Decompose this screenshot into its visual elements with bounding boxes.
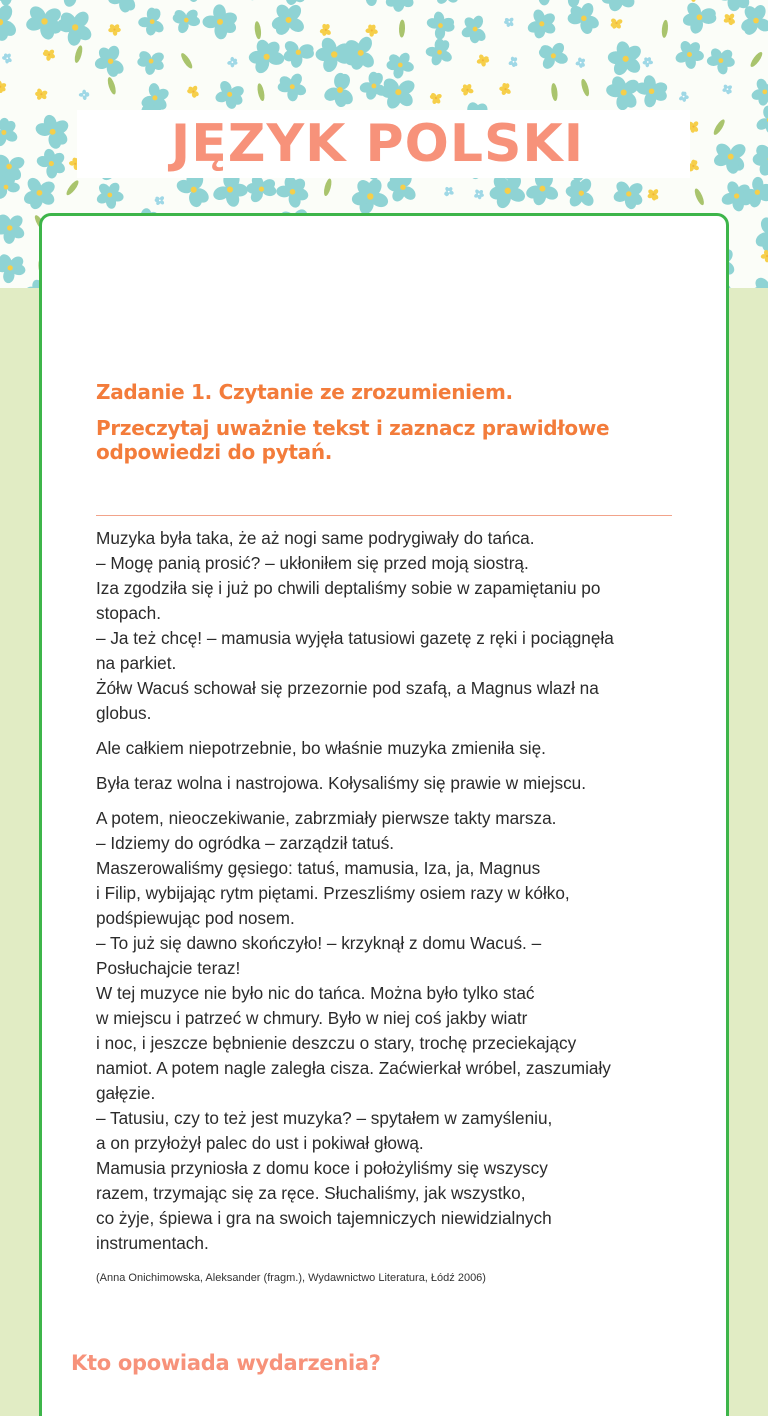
flower-decoration xyxy=(0,0,24,7)
page-title: JĘZYK POLSKI xyxy=(171,118,584,170)
story-line: – Idziemy do ogródka – zarządził tatuś. xyxy=(96,831,676,856)
title-banner xyxy=(77,110,690,178)
flower-decoration xyxy=(429,92,442,105)
story-line: Była teraz wolna i nastrojowa. Kołysaliśmy się prawie w miejscu. xyxy=(96,771,676,796)
story-line: w miejscu i patrzeć w chmury. Było w niej coś jakby wiatr xyxy=(96,1006,676,1031)
flower-decoration xyxy=(386,51,414,80)
flower-decoration xyxy=(172,7,201,35)
flower-decoration xyxy=(607,40,644,78)
flower-decoration xyxy=(42,49,55,62)
flower-decoration xyxy=(686,0,699,2)
flower-decoration xyxy=(214,79,245,110)
flower-decoration xyxy=(678,91,689,102)
story-line: – To już się dawno skończyło! – krzyknął z domu Wacuś. – xyxy=(96,931,676,956)
flower-decoration xyxy=(526,8,557,40)
flower-decoration xyxy=(2,53,13,64)
task-heading xyxy=(96,380,686,464)
story-line: a on przyłożył palec do ust i pokiwał głową. xyxy=(96,1131,676,1156)
leaf-decoration xyxy=(256,83,266,102)
story-line: i noc, i jeszcze bębnienie deszczu o stary, trochę przeciekający xyxy=(96,1031,676,1056)
flower-decoration xyxy=(642,56,653,67)
flower-decoration xyxy=(270,2,307,38)
flower-decoration xyxy=(248,38,285,76)
leaf-decoration xyxy=(254,21,262,40)
story-line: A potem, nieoczekiwanie, zabrzmiały pierwsze takty marsza. xyxy=(96,806,676,831)
flower-decoration xyxy=(282,38,315,68)
leaf-decoration xyxy=(322,178,332,197)
flower-decoration xyxy=(750,77,768,106)
flower-decoration xyxy=(56,9,94,47)
flower-decoration xyxy=(565,177,596,209)
flower-decoration xyxy=(203,4,239,40)
flower-decoration xyxy=(754,105,768,135)
story-paragraph xyxy=(96,771,676,796)
question-heading: Kto opowiada wydarzenia? xyxy=(71,1349,381,1377)
flower-decoration xyxy=(277,72,307,102)
flower-decoration xyxy=(461,83,474,96)
story-paragraph xyxy=(96,806,676,1256)
flower-decoration xyxy=(426,11,456,40)
story-text xyxy=(96,526,676,1291)
flower-decoration xyxy=(528,0,561,5)
story-paragraph xyxy=(96,526,676,726)
leaf-decoration xyxy=(693,187,706,206)
flower-decoration xyxy=(723,13,736,26)
flower-decoration xyxy=(612,179,645,210)
task-heading-line-3: odpowiedzi do pytań. xyxy=(96,440,686,464)
story-line: – Ja też chcę! – mamusia wyjęła tatusiowi gazetę z ręki i pociągnęła xyxy=(96,626,676,651)
flower-decoration xyxy=(0,2,19,41)
flower-decoration xyxy=(54,0,90,8)
flower-decoration xyxy=(0,80,7,93)
story-line: Maszerowaliśmy gęsiego: tatuś, mamusia, Iza, ja, Magnus xyxy=(96,856,676,881)
task-heading-line-1: Zadanie 1. Czytanie ze zrozumieniem. xyxy=(96,380,686,404)
flower-decoration xyxy=(707,46,736,75)
flower-decoration xyxy=(476,54,489,67)
flower-decoration xyxy=(508,56,518,67)
flower-decoration xyxy=(761,249,768,262)
flower-decoration xyxy=(365,24,378,37)
flower-decoration xyxy=(319,23,332,36)
story-line: Mamusia przyniosła z domu koce i położyliśmy się wszyscy xyxy=(96,1156,676,1181)
story-line: co żyje, śpiewa i gra na swoich tajemniczych niewidzialnych xyxy=(96,1206,676,1231)
flower-decoration xyxy=(504,17,514,28)
flower-decoration xyxy=(187,85,200,98)
flower-decoration xyxy=(739,3,768,37)
leaf-decoration xyxy=(399,19,406,37)
story-line: podśpiewując pod nosem. xyxy=(96,906,676,931)
flower-decoration xyxy=(605,74,642,111)
flower-decoration xyxy=(354,0,387,7)
flower-decoration xyxy=(178,0,205,2)
leaf-decoration xyxy=(661,20,669,39)
flower-decoration xyxy=(380,75,417,111)
story-line: Żółw Wacuś schował się przezornie pod szafą, a Magnus wlazł na xyxy=(96,676,676,701)
flower-decoration xyxy=(154,195,165,205)
task-heading-line-2: Przeczytaj uważnie tekst i zaznacz prawidłowe xyxy=(96,416,686,440)
story-line: gałęzie. xyxy=(96,1081,676,1106)
flower-decoration xyxy=(499,82,512,95)
flower-decoration xyxy=(108,23,121,36)
flower-decoration xyxy=(239,0,268,1)
leaf-decoration xyxy=(179,52,194,70)
story-line: razem, trzymając się za ręce. Słuchaliśmy, jak wszystko, xyxy=(96,1181,676,1206)
leaf-decoration xyxy=(65,179,81,197)
flower-decoration xyxy=(682,0,718,35)
flower-decoration xyxy=(647,188,660,201)
flower-decoration xyxy=(35,88,48,101)
flower-decoration xyxy=(138,7,166,36)
flower-decoration xyxy=(36,148,67,179)
flower-decoration xyxy=(34,113,71,150)
flower-decoration xyxy=(431,0,460,6)
flower-decoration xyxy=(322,72,356,108)
flower-decoration xyxy=(94,44,127,78)
flower-decoration xyxy=(712,141,748,175)
flower-decoration xyxy=(351,177,391,217)
flower-decoration xyxy=(473,189,484,200)
leaf-decoration xyxy=(73,45,84,64)
flower-decoration xyxy=(722,84,733,95)
story-line: instrumentach. xyxy=(96,1231,676,1256)
divider xyxy=(96,515,672,516)
story-line: Iza zgodziła się i już po chwili deptaliśmy sobie w zapamiętaniu po xyxy=(96,576,676,601)
leaf-decoration xyxy=(550,83,558,102)
flower-decoration xyxy=(22,175,58,211)
flower-decoration xyxy=(751,275,768,288)
story-line: Ale całkiem niepotrzebnie, bo właśnie muzyka zmieniła się. xyxy=(96,736,676,761)
flower-decoration xyxy=(79,90,90,101)
flower-decoration xyxy=(425,38,453,67)
flower-decoration xyxy=(137,49,166,76)
flower-decoration xyxy=(674,39,705,69)
flower-decoration xyxy=(276,175,310,209)
story-line: – Mogę panią prosić? – ukłoniłem się przed moją siostrą. xyxy=(96,551,676,576)
story-paragraph xyxy=(96,736,676,761)
leaf-decoration xyxy=(712,118,727,136)
flower-decoration xyxy=(753,215,768,253)
flower-decoration xyxy=(599,0,637,13)
leaf-decoration xyxy=(106,76,117,95)
flower-decoration xyxy=(443,186,454,197)
flower-decoration xyxy=(0,212,26,244)
story-line: globus. xyxy=(96,701,676,726)
story-line: na parkiet. xyxy=(96,651,676,676)
flower-decoration xyxy=(0,252,26,284)
flower-decoration xyxy=(460,14,488,43)
flower-decoration xyxy=(227,57,238,68)
flower-decoration xyxy=(537,40,569,71)
flower-decoration xyxy=(95,181,124,210)
flower-decoration xyxy=(318,0,355,3)
flower-decoration xyxy=(575,57,586,68)
flower-decoration xyxy=(384,0,416,13)
flower-decoration xyxy=(107,0,140,13)
leaf-decoration xyxy=(749,50,764,68)
flower-decoration xyxy=(610,17,623,29)
story-line: namiot. A potem nagle zaległa cisza. Zaćwierkał wróbel, zaszumiały xyxy=(96,1056,676,1081)
flower-decoration xyxy=(752,140,768,178)
story-line: – Tatusiu, czy to też jest muzyka? – spytałem w zamyśleniu, xyxy=(96,1106,676,1131)
story-line: Posłuchajcie teraz! xyxy=(96,956,676,981)
flower-decoration xyxy=(634,74,668,108)
story-line: i Filip, wybijając rytm piętami. Przeszliśmy osiem razy w kółko, xyxy=(96,881,676,906)
leaf-decoration xyxy=(580,78,591,97)
story-source: (Anna Onichimowska, Aleksander (fragm.), Wydawnictwo Literatura, Łódź 2006) xyxy=(96,1266,676,1291)
flower-decoration xyxy=(0,118,19,148)
story-line: W tej muzyce nie było nic do tańca. Można było tylko stać xyxy=(96,981,676,1006)
story-line: Muzyka była taka, że aż nogi same podrygiwały do tańca. xyxy=(96,526,676,551)
story-line: stopach. xyxy=(96,601,676,626)
